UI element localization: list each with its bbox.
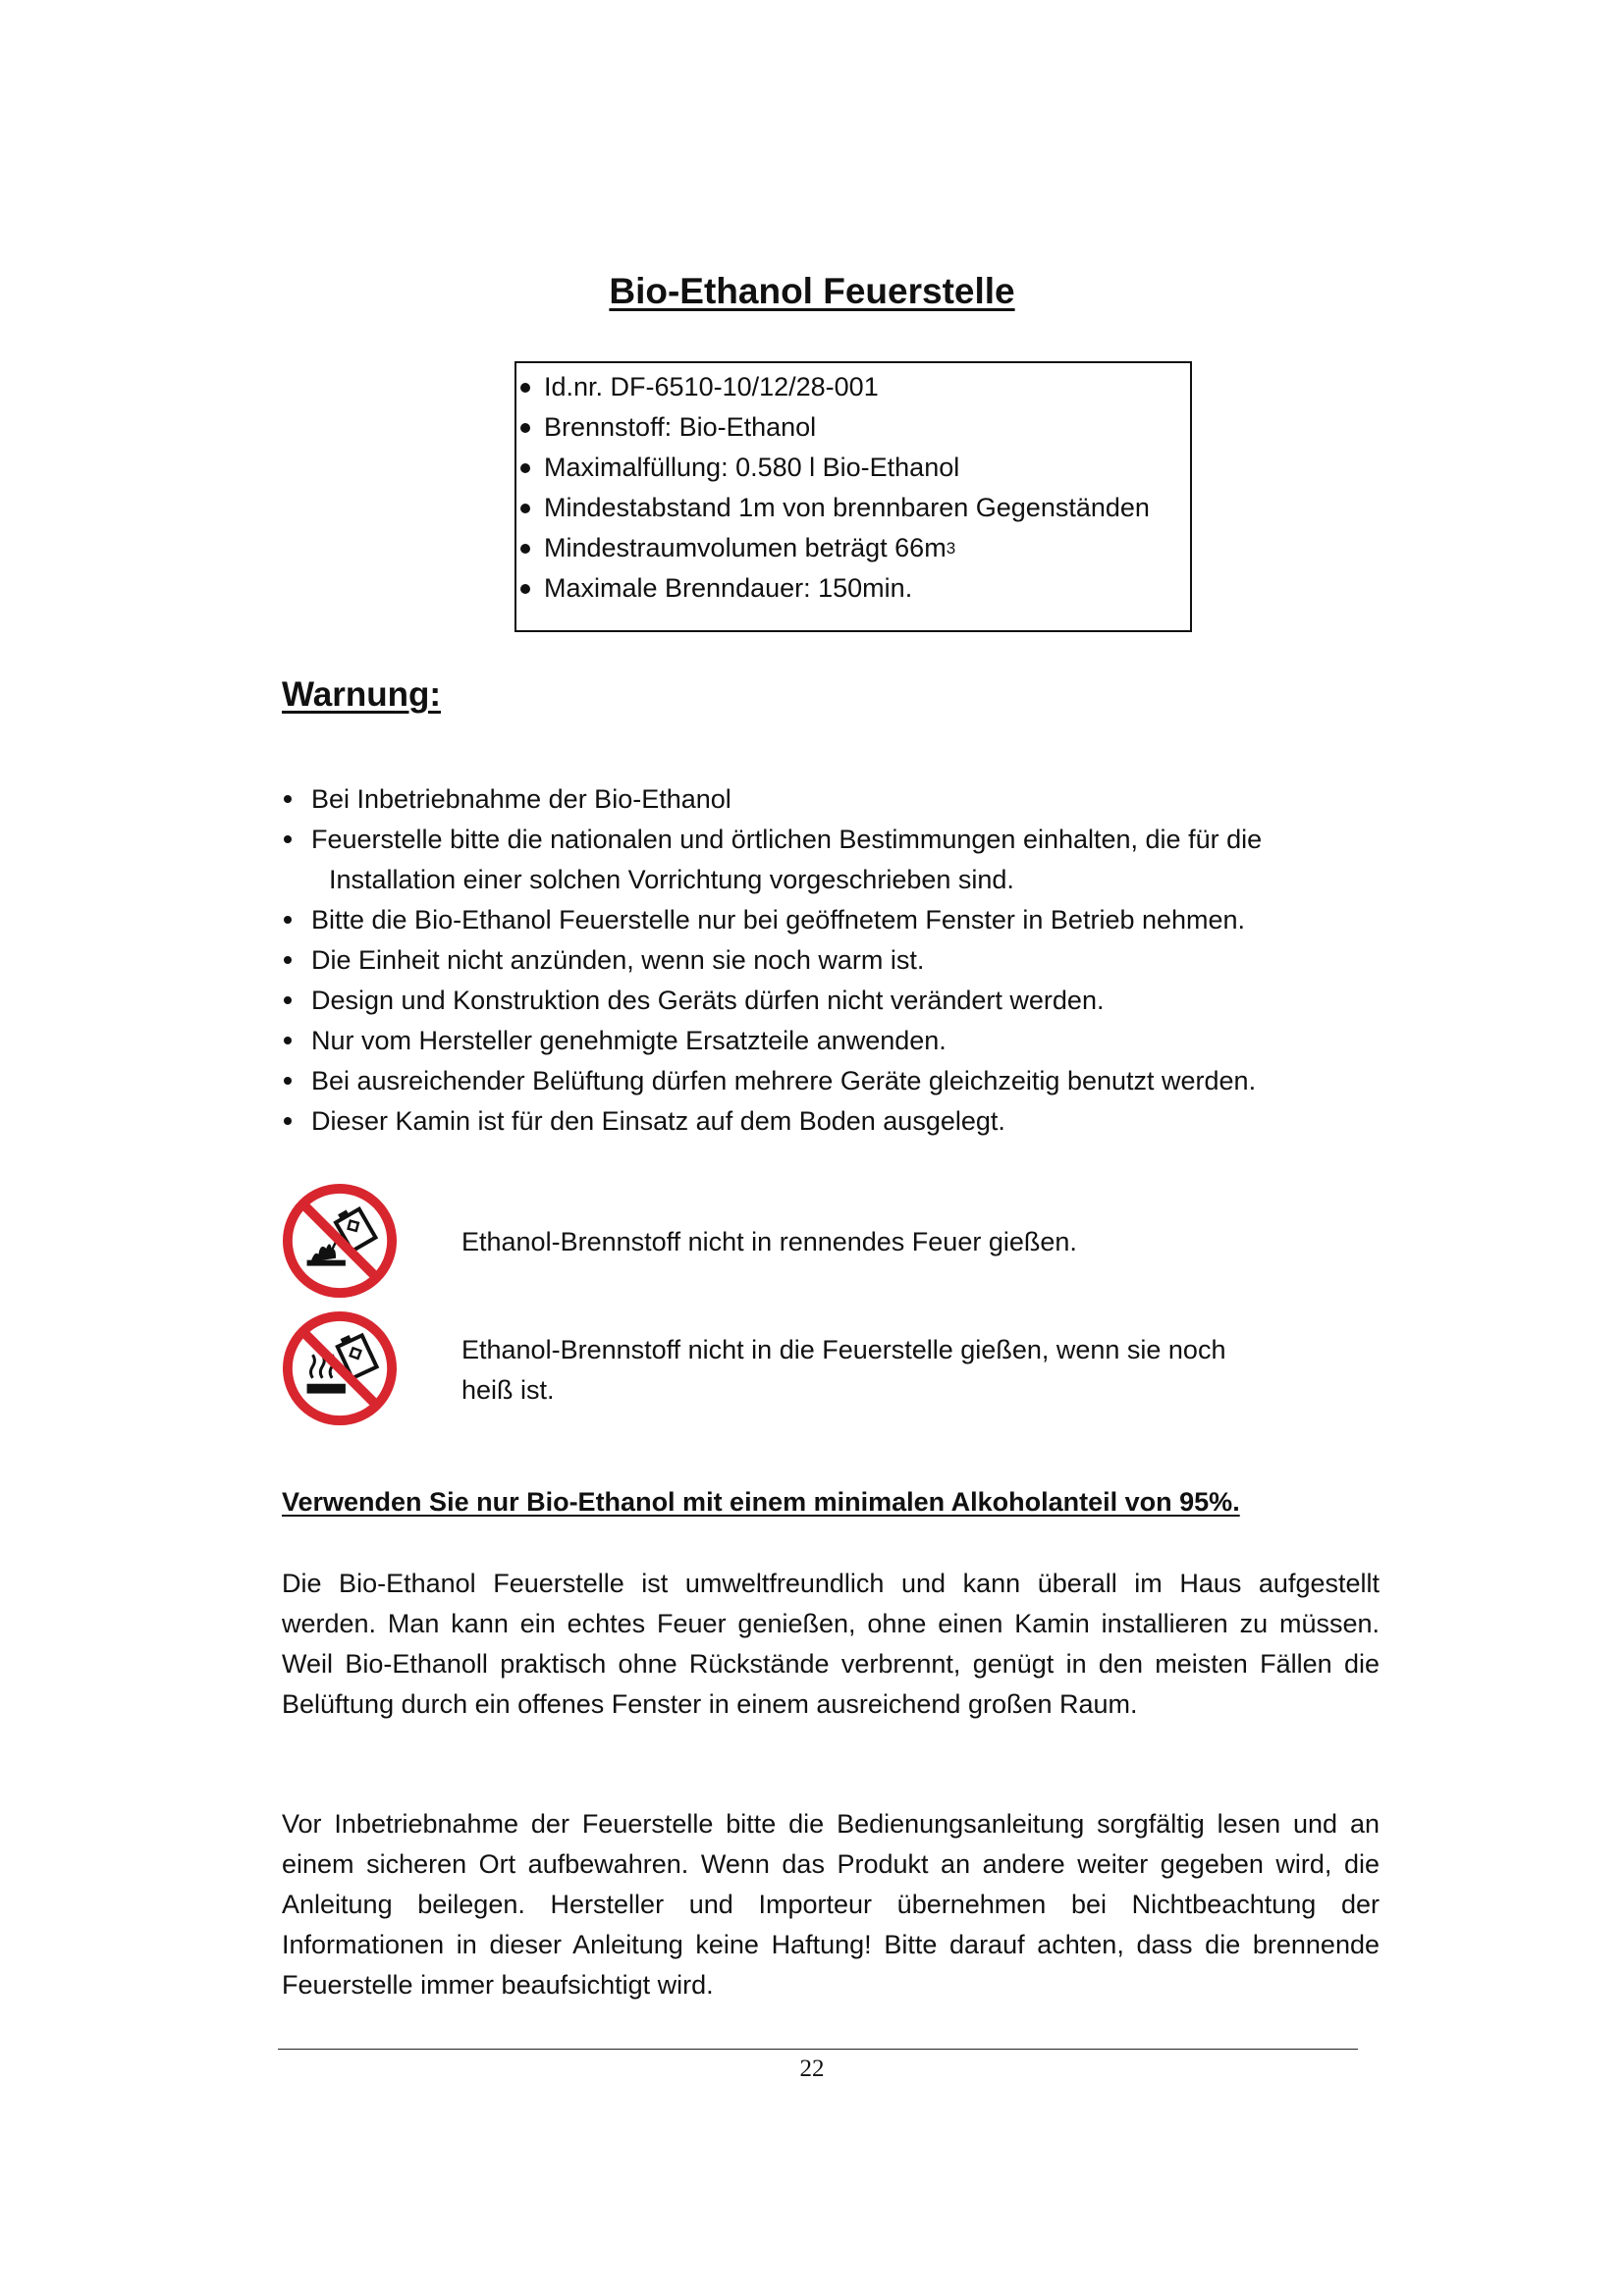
no-pouring-when-hot-icon <box>282 1310 398 1426</box>
warning-item-text: Feuerstelle bitte die nationalen und örtlichen Bestimmungen einhalten, die für die <box>311 825 1263 854</box>
spec-box <box>514 361 1192 632</box>
warning-list <box>282 779 1381 1142</box>
warning-item-text: Dieser Kamin ist für den Einsatz auf dem Boden ausgelegt. <box>311 1106 1005 1136</box>
bullet-icon <box>520 504 530 513</box>
bullet-icon <box>284 956 292 964</box>
warning-item <box>282 820 1381 900</box>
body-paragraph: Die Bio-Ethanol Feuerstelle ist umweltfreundlich und kann überall im Haus aufgestellt werden. Man kann ein echtes Feuer genießen, ohne einen Kamin installieren zu müssen. Weil Bio-Ethanoll praktisch ohne Rückstände verbrennt, genügt in den meisten Fällen die Belüftung durch ein offenes Fenster in einem ausreichend großen Raum. <box>282 1569 1380 1719</box>
body-paragraph: Vor Inbetriebnahme der Feuerstelle bitte die Bedienungsanleitung sorgfältig lesen und an einem sicheren Ort aufbewahren. Wenn das Produkt an andere weiter gegeben wird, die Anleitung beilegen. Hersteller und Importeur übernehmen bei Nichtbeachtung der Informationen in dieser Anleitung keine Haftung! Bitte darauf achten, dass die brennende Feuerstelle immer beaufsichtigt wird. <box>282 1809 1380 2000</box>
bullet-icon <box>284 916 292 924</box>
spec-item-text: Maximale Brenndauer: 150min. <box>544 573 913 603</box>
warning-item <box>282 1021 1381 1061</box>
sign-caption <box>461 1330 1345 1411</box>
bullet-icon <box>520 544 530 554</box>
spec-item <box>520 448 1190 488</box>
spec-item-text: Id.nr. DF-6510-10/12/28-001 <box>544 372 879 401</box>
page-title: Bio-Ethanol Feuerstelle <box>609 271 1015 311</box>
warning-item-text: Bei Inbetriebnahme der Bio-Ethanol <box>311 784 731 814</box>
bullet-icon <box>520 423 530 433</box>
spec-item <box>520 407 1190 448</box>
warning-item-text: Nur vom Hersteller genehmigte Ersatzteile anwenden. <box>311 1026 947 1055</box>
warning-item-continuation: Installation einer solchen Vorrichtung vorgeschrieben sind. <box>329 865 1014 894</box>
warning-item <box>282 1061 1381 1101</box>
bullet-icon <box>284 795 292 803</box>
warning-item-text: Die Einheit nicht anzünden, wenn sie noch warm ist. <box>311 945 925 975</box>
warning-item <box>282 981 1381 1021</box>
spec-item-text: Brennstoff: Bio-Ethanol <box>544 412 817 442</box>
warning-item-text: Design und Konstruktion des Geräts dürfen nicht verändert werden. <box>311 986 1105 1015</box>
bullet-icon <box>520 584 530 594</box>
warning-heading: Warnung: <box>282 675 441 714</box>
sign-caption-line: heiß ist. <box>461 1375 555 1405</box>
warning-item <box>282 1101 1381 1142</box>
bullet-icon <box>520 463 530 473</box>
spec-item <box>520 488 1190 528</box>
spec-item <box>520 568 1190 609</box>
warning-item-text: Bitte die Bio-Ethanol Feuerstelle nur bei geöffnetem Fenster in Betrieb nehmen. <box>311 905 1246 934</box>
bullet-icon <box>284 996 292 1004</box>
spec-item-text: Maximalfüllung: 0.580 l Bio-Ethanol <box>544 453 960 482</box>
spec-item-text: Mindestraumvolumen beträgt 66m <box>544 533 947 562</box>
warning-item <box>282 900 1381 940</box>
warning-item-text: Bei ausreichender Belüftung dürfen mehrere Geräte gleichzeitig benutzt werden. <box>311 1066 1257 1095</box>
bullet-icon <box>284 1117 292 1125</box>
page-number: 22 <box>799 2056 825 2082</box>
bullet-icon <box>284 1077 292 1085</box>
footer-divider <box>278 2049 1358 2050</box>
spec-item: Mindestraumvolumen beträgt 66m 3 <box>520 528 1190 568</box>
bullet-icon <box>284 835 292 843</box>
warning-item <box>282 940 1381 981</box>
spec-item-text: Mindestabstand 1m von brennbaren Gegenständen <box>544 493 1150 522</box>
sign-caption: Ethanol-Brennstoff nicht in rennendes Feuer gießen. <box>461 1227 1077 1256</box>
ethanol-requirement-note: Verwenden Sie nur Bio-Ethanol mit einem minimalen Alkoholanteil von 95%. <box>282 1487 1240 1517</box>
bullet-icon <box>520 383 530 393</box>
bullet-icon <box>284 1037 292 1044</box>
spec-item <box>520 367 1190 407</box>
no-pouring-into-fire-icon <box>282 1183 398 1299</box>
sign-caption-line: Ethanol-Brennstoff nicht in die Feuerstelle gießen, wenn sie noch <box>461 1335 1226 1364</box>
warning-item <box>282 779 1381 820</box>
spec-list <box>520 367 1190 609</box>
